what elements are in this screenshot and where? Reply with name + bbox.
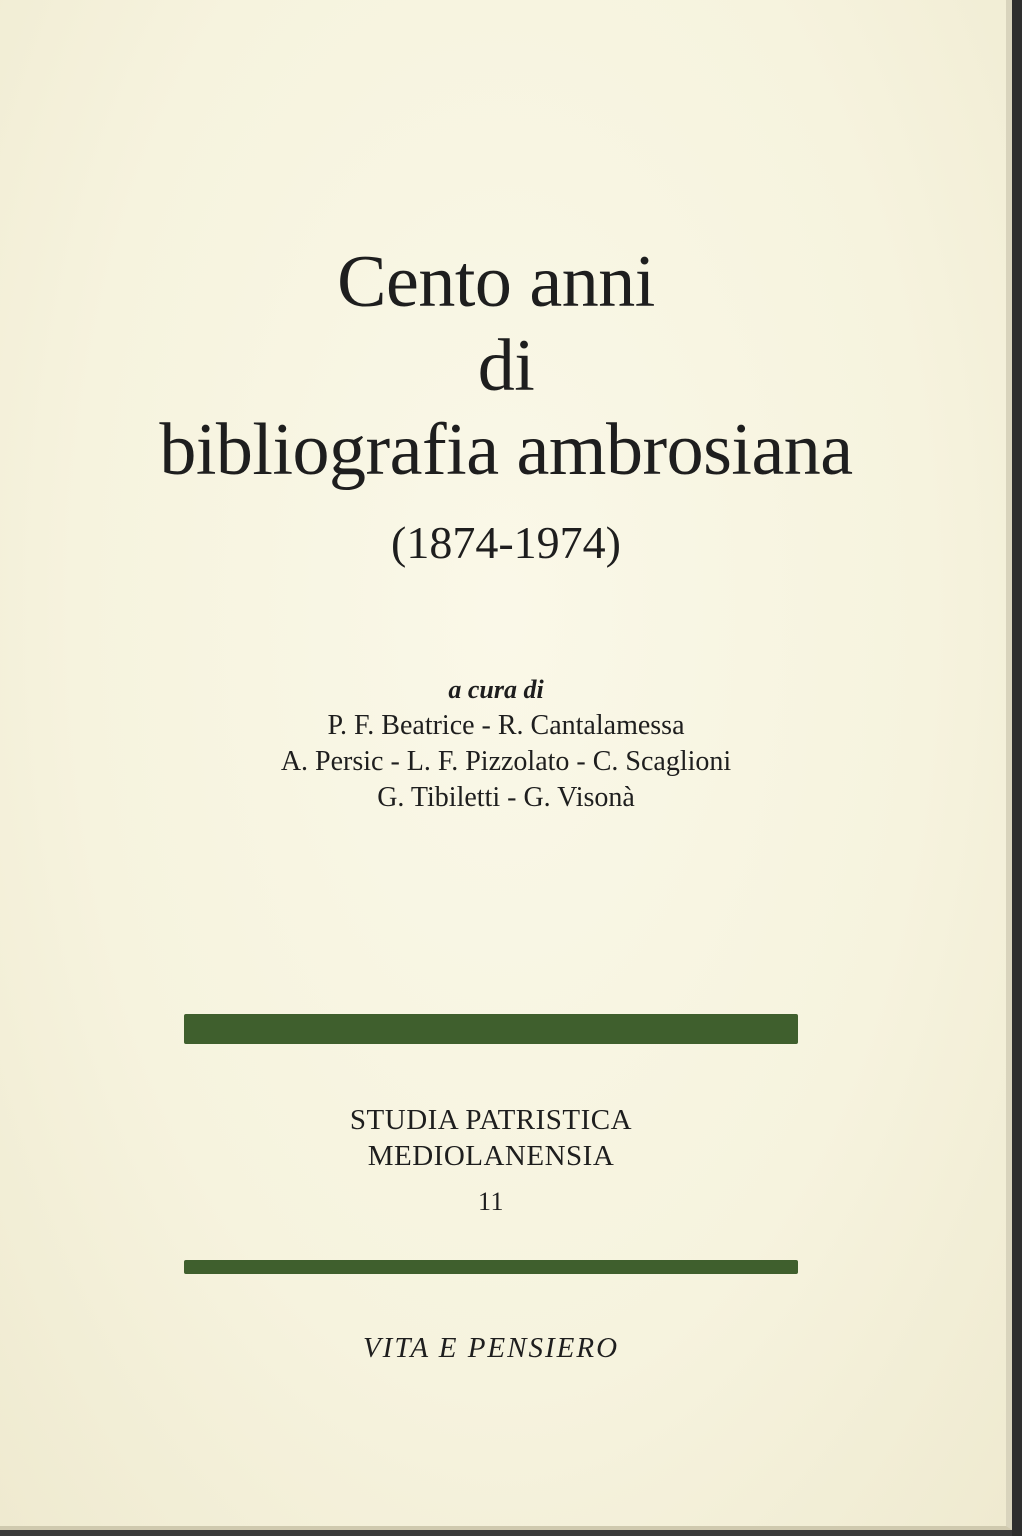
title-line-2: di [477, 325, 535, 407]
decorative-bar-top [184, 1014, 798, 1044]
title-line-1: Cento anni [337, 241, 655, 323]
editor-line-3: G. Tibiletti - G. Visonà [377, 782, 635, 813]
series-line-1: STUDIA PATRISTICA [349, 1104, 633, 1136]
editor-line-2: A. Persic - L. F. Pizzolato - C. Scaglioni [280, 746, 732, 777]
editor-line-1: P. F. Beatrice - R. Cantalamessa [327, 710, 685, 741]
publisher-name: VITA E PENSIERO [362, 1332, 620, 1364]
title-line-3: bibliografia ambrosiana [159, 409, 853, 491]
series-number: 11 [477, 1187, 505, 1216]
page-edge-shadow [1012, 0, 1022, 1536]
book-title [0, 240, 1012, 492]
series-line-2: MEDIOLANENSIA [367, 1140, 615, 1172]
curated-by-label: a cura di [448, 675, 544, 704]
series-block [0, 1102, 982, 1220]
year-range: (1874-1974) [391, 517, 621, 568]
editors-block [0, 672, 1012, 816]
decorative-bar-bottom [184, 1260, 798, 1274]
